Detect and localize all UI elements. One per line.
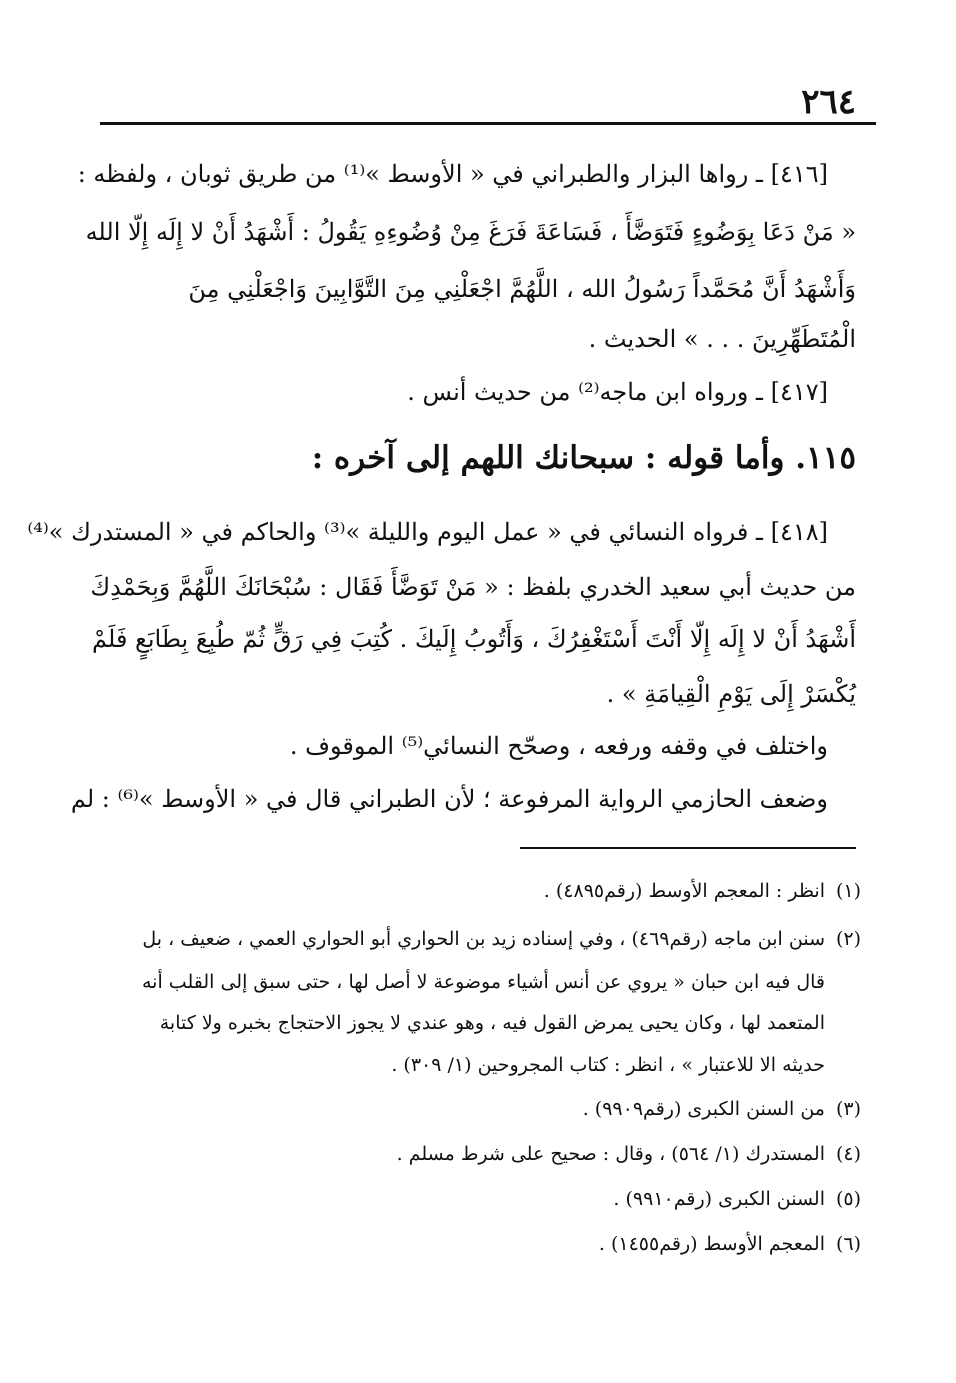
footnote-3 xyxy=(81,1098,861,1120)
body-line: وَأَشْهَدُ أَنَّ مُحَمَّداً رَسُولُ الله ، اللَّهُمَّ اجْعَلْنِي مِنَ التَّوَّابِينَ وَاجْعَلْنِي مِنَ xyxy=(188,275,856,303)
body-line: يُكْسَرْ إِلَى يَوْمِ الْقِيامَةِ » . xyxy=(606,680,856,708)
footnote-number: (١) xyxy=(835,880,861,902)
body-line: واختلف في وقفه ورفعه ، وصحّح النسائي⁽⁵⁾ الموقوف . xyxy=(289,732,828,760)
footnote-4 xyxy=(81,1143,861,1165)
footnote-number: (٣) xyxy=(835,1098,861,1120)
footnote-2 xyxy=(81,928,861,950)
footnote-text: السنن الكبرى (رقم٩٩١٠) . xyxy=(613,1188,825,1210)
body-line: [٤١٦] ـ رواها البزار والطبراني في « الأوسط »⁽¹⁾ من طريق ثوبان ، ولفظه : xyxy=(77,160,828,188)
footnote-number: (٤) xyxy=(835,1143,861,1165)
footnote-text: سنن ابن ماجه (رقم٤٦٩) ، وفي إسناده زيد بن الحواري أبو الحواري العمي ، ضعيف ، بل xyxy=(142,928,825,950)
footnote-text: انظر : المعجم الأوسط (رقم٤٨٩٥) . xyxy=(543,880,825,902)
footnote-number: (٢) xyxy=(835,928,861,950)
body-line: وضعف الحازمي الرواية المرفوعة ؛ لأن الطبراني قال في « الأوسط »⁽⁶⁾ : لم xyxy=(70,785,828,813)
section-heading: ١١٥. وأما قوله : سبحانك اللهم إلى آخره : xyxy=(311,440,856,476)
footnote-number: (٦) xyxy=(835,1233,861,1255)
body-line: أَشْهَدُ أَنْ لا إِلَه إِلّا أَنْتَ أَسْتَغْفِرُكَ ، وَأَتُوبُ إِلَيكَ . كُتِبَ فِي رَقٍّ ثُمّ طُبِعَ بِطَابَعٍ فَلَمْ xyxy=(92,625,856,653)
footnote-text: المستدرك (١/ ٥٦٤) ، وقال : صحيح على شرط مسلم . xyxy=(396,1143,825,1165)
footnote-text: من السنن الكبرى (رقم٩٩٠٩) . xyxy=(582,1098,825,1120)
body-line: [٤١٨] ـ فرواه النسائي في « عمل اليوم والليلة »⁽³⁾ والحاكم في « المستدرك »⁽⁴⁾ xyxy=(27,518,828,546)
footnote-6 xyxy=(81,1233,861,1255)
body-line: « مَنْ دَعَا بِوَضُوءٍ فَتَوَضَّأَ ، فَسَاعَةَ فَرَغَ مِنْ وُضُوءِهِ يَقُولُ : أَشْهَدُ أَنْ لا إِلَه إِلّا الله xyxy=(85,218,856,246)
footnote-2-line-3: المتعمد لها ، وكان يحيى يمرض القول فيه ، وهو عندي لا يجوز الاحتجاج بخبره ولا كتابة xyxy=(159,1012,825,1034)
page-number: ٢٦٤ xyxy=(801,82,856,122)
footnote-5 xyxy=(81,1188,861,1210)
body-line: الْمُتَطَهِّرِينَ . . . » الحديث . xyxy=(588,325,856,353)
footnote-separator xyxy=(520,847,856,849)
footnote-number: (٥) xyxy=(835,1188,861,1210)
body-line: من حديث أبي سعيد الخدري بلفظ : « مَنْ تَوَضَّأَ فَقَال : سُبْحَانَكَ اللَّهُمَّ وَبِحَمْدِكَ xyxy=(90,573,856,601)
header-rule xyxy=(100,122,876,125)
footnote-text: المعجم الأوسط (رقم١٤٥٥) . xyxy=(598,1233,825,1255)
footnote-2-line-2: قال فيه ابن حبان « يروي عن أنس أشياء موضوعة لا أصل لها ، حتى سبق إلى القلب أنه xyxy=(142,971,825,993)
footnote-2-line-4: حديثه الا للاعتبار » ، انظر : كتاب المجروحين (١/ ٣٠٩) . xyxy=(391,1054,825,1076)
footnote-1 xyxy=(81,880,861,902)
body-line: [٤١٧] ـ ورواه ابن ماجه⁽²⁾ من حديث أنس . xyxy=(407,378,828,406)
